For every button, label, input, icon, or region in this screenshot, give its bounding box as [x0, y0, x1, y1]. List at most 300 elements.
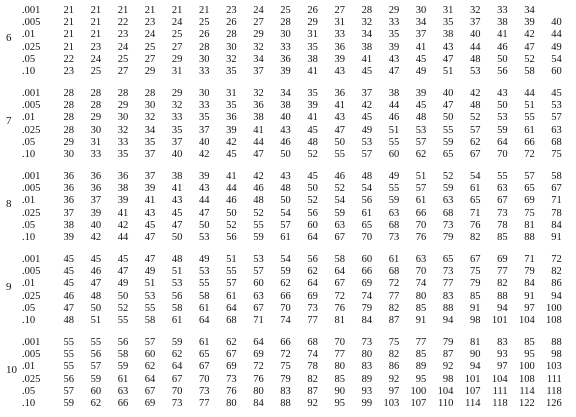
table-cell: 33: [280, 41, 291, 53]
table-cell: 90: [470, 349, 481, 361]
alpha-level: .001: [22, 88, 41, 99]
table-cell: 27: [171, 41, 183, 53]
table-cell: 66: [117, 398, 129, 409]
table-cell: 55: [253, 219, 264, 231]
table-cell: 114: [519, 385, 535, 397]
table-cell: 59: [497, 124, 508, 136]
table-cell: 47: [442, 53, 454, 65]
alpha-level: .025: [22, 207, 41, 219]
table-cell: 55: [144, 302, 156, 314]
table-cell: 72: [280, 349, 291, 361]
group-label: 10: [6, 364, 17, 376]
table-cell: 35: [144, 136, 156, 148]
table-cell: 67: [497, 195, 508, 207]
table-cell: 55: [524, 112, 535, 124]
table-cell: 68: [307, 337, 318, 348]
table-cell: 48: [171, 254, 183, 265]
table-cell: 21: [171, 5, 183, 16]
table-cell: 27: [253, 17, 264, 29]
table-cell: 66: [361, 266, 373, 278]
table-cell: 71: [524, 254, 535, 265]
table-cell: 101: [491, 315, 508, 326]
table-cell: 55: [63, 349, 74, 361]
table-cell: 94: [442, 315, 454, 326]
table-cell: 48: [470, 100, 481, 112]
table-cell: 74: [415, 278, 427, 290]
table-cell: 58: [144, 315, 156, 326]
table-cell: 32: [144, 112, 156, 124]
table-cell: 23: [117, 29, 129, 41]
table-row: [0, 149, 576, 161]
alpha-level: .10: [22, 398, 36, 409]
table-cell: 37: [171, 136, 183, 148]
table-cell: 51: [415, 171, 427, 182]
table-cell: 22: [117, 17, 129, 29]
table-cell: 25: [171, 29, 183, 41]
table-cell: 50: [90, 302, 102, 314]
table-cell: 23: [90, 41, 102, 53]
table-cell: 104: [491, 373, 508, 385]
table-cell: 28: [63, 124, 74, 136]
alpha-level: .01: [22, 29, 36, 41]
alpha-level: .01: [22, 195, 36, 207]
table-cell: 39: [117, 195, 129, 207]
table-cell: 52: [117, 302, 129, 314]
table-cell: 59: [117, 361, 129, 373]
table-cell: 54: [470, 171, 481, 182]
table-cell: 68: [442, 207, 454, 219]
table-cell: 54: [280, 254, 291, 265]
table-cell: 42: [470, 88, 481, 99]
table-cell: 55: [226, 266, 237, 278]
table-cell: 24: [117, 41, 129, 53]
table-cell: 64: [307, 278, 318, 290]
table-cell: 42: [524, 29, 535, 41]
table-cell: 82: [388, 302, 400, 314]
table-cell: 28: [280, 17, 291, 29]
table-cell: 49: [415, 66, 427, 77]
table-cell: 93: [497, 349, 508, 361]
table-cell: 50: [171, 232, 183, 243]
table-cell: 53: [361, 136, 373, 148]
table-cell: 30: [117, 112, 129, 124]
table-cell: 73: [307, 302, 318, 314]
table-cell: 55: [117, 315, 129, 326]
table-cell: 26: [199, 29, 210, 41]
table-cell: 48: [470, 53, 481, 65]
table-cell: 21: [90, 17, 102, 29]
table-cell: 36: [253, 100, 264, 112]
table-cell: 22: [63, 53, 74, 65]
table-cell: 81: [524, 219, 535, 231]
table-cell: 60: [307, 219, 318, 231]
table-cell: 100: [410, 385, 427, 397]
table-cell: 23: [63, 66, 74, 77]
table-cell: 74: [280, 315, 291, 326]
table-cell: 98: [442, 373, 454, 385]
table-cell: 91: [524, 290, 535, 302]
table-cell: 41: [117, 207, 129, 219]
table-cell: 85: [334, 373, 345, 385]
table-cell: 75: [280, 361, 291, 373]
table-row: [0, 398, 576, 410]
table-cell: 98: [551, 349, 562, 361]
table-cell: 21: [199, 5, 210, 16]
table-cell: 67: [144, 385, 156, 397]
table-cell: 34: [524, 5, 535, 16]
table-row: [0, 183, 576, 195]
table-cell: 82: [307, 373, 318, 385]
table-cell: 65: [524, 183, 535, 195]
table-cell: 68: [388, 266, 400, 278]
table-cell: 37: [90, 195, 102, 207]
table-cell: 74: [361, 290, 373, 302]
table-cell: 28: [144, 88, 156, 99]
table-cell: 58: [334, 254, 345, 265]
table-cell: 86: [388, 361, 400, 373]
table-cell: 42: [117, 219, 129, 231]
table-cell: 41: [415, 41, 427, 53]
table-cell: 75: [388, 337, 400, 348]
table-cell: 103: [546, 361, 562, 373]
table-cell: 65: [199, 349, 210, 361]
table-cell: 61: [199, 302, 210, 314]
table-group: [0, 2, 576, 85]
table-cell: 37: [361, 88, 373, 99]
table-row: [0, 374, 576, 386]
table-row: [0, 100, 576, 112]
table-cell: 38: [117, 183, 129, 195]
table-cell: 58: [117, 349, 129, 361]
table-cell: 45: [144, 219, 156, 231]
table-cell: 50: [307, 183, 318, 195]
table-cell: 48: [280, 183, 291, 195]
table-cell: 32: [253, 88, 264, 99]
table-cell: 104: [518, 315, 535, 326]
table-cell: 81: [470, 337, 481, 348]
table-cell: 61: [388, 254, 400, 265]
table-cell: 33: [199, 66, 210, 77]
table-cell: 92: [388, 373, 400, 385]
table-cell: 73: [388, 232, 400, 243]
table-cell: 53: [199, 266, 210, 278]
table-cell: 44: [117, 232, 129, 243]
table-cell: 53: [470, 66, 481, 77]
alpha-level: .005: [22, 349, 41, 361]
table-cell: 21: [144, 5, 156, 16]
table-cell: 92: [442, 361, 454, 373]
table-cell: 40: [199, 136, 210, 148]
table-cell: 63: [117, 385, 129, 397]
table-cell: 52: [470, 112, 481, 124]
table-cell: 72: [524, 149, 535, 160]
table-cell: 45: [226, 149, 237, 160]
table-cell: 76: [226, 385, 237, 397]
table-row: [0, 195, 576, 207]
table-cell: 67: [470, 149, 481, 160]
table-cell: 39: [199, 171, 210, 182]
table-cell: 45: [171, 207, 183, 219]
table-cell: 80: [226, 398, 237, 409]
alpha-level: .01: [22, 278, 36, 290]
table-cell: 41: [334, 100, 345, 112]
table-cell: 101: [464, 373, 481, 385]
table-cell: 63: [334, 219, 345, 231]
table-cell: 60: [388, 149, 400, 160]
table-cell: 77: [442, 278, 454, 290]
table-cell: 47: [90, 278, 102, 290]
alpha-level: .025: [22, 290, 41, 302]
table-cell: 29: [307, 17, 318, 29]
table-cell: 71: [551, 195, 562, 207]
table-cell: 59: [334, 207, 345, 219]
table-cell: 53: [171, 278, 183, 290]
table-cell: 61: [171, 315, 183, 326]
table-cell: 87: [307, 385, 318, 397]
table-cell: 97: [388, 385, 400, 397]
table-cell: 65: [361, 219, 373, 231]
alpha-level: .005: [22, 266, 41, 278]
table-cell: 36: [90, 171, 102, 182]
table-cell: 25: [144, 41, 156, 53]
table-cell: 84: [361, 315, 373, 326]
table-row: [0, 266, 576, 278]
table-cell: 82: [497, 278, 508, 290]
table-cell: 77: [199, 398, 210, 409]
table-cell: 69: [253, 349, 264, 361]
table-cell: 75: [524, 207, 535, 219]
table-cell: 88: [524, 232, 535, 243]
table-cell: 61: [226, 290, 237, 302]
table-cell: 58: [171, 302, 183, 314]
table-cell: 26: [307, 5, 318, 16]
table-cell: 46: [253, 183, 264, 195]
table-cell: 41: [253, 124, 264, 136]
table-cell: 88: [442, 302, 454, 314]
table-cell: 24: [171, 17, 183, 29]
table-cell: 30: [415, 5, 427, 16]
table-cell: 45: [63, 266, 74, 278]
table-cell: 51: [442, 66, 454, 77]
alpha-level: .10: [22, 66, 36, 77]
table-cell: 30: [199, 53, 210, 65]
table-cell: 31: [226, 88, 237, 99]
table-cell: 35: [442, 17, 454, 29]
table-cell: 75: [470, 266, 481, 278]
table-cell: 85: [415, 302, 427, 314]
table-cell: 44: [551, 29, 562, 41]
alpha-level: .01: [22, 112, 36, 124]
table-cell: 21: [63, 29, 74, 41]
table-cell: 23: [226, 5, 237, 16]
table-cell: 65: [442, 149, 454, 160]
table-cell: 49: [199, 254, 210, 265]
table-cell: 27: [117, 66, 129, 77]
table-cell: 29: [90, 112, 102, 124]
table-cell: 42: [253, 171, 264, 182]
table-cell: 70: [497, 149, 508, 160]
table-cell: 64: [497, 136, 508, 148]
table-cell: 28: [63, 112, 74, 124]
table-cell: 36: [334, 41, 345, 53]
table-cell: 88: [551, 337, 562, 348]
table-cell: 28: [226, 29, 237, 41]
table-cell: 33: [497, 5, 508, 16]
table-cell: 40: [551, 17, 562, 29]
table-cell: 79: [361, 302, 373, 314]
table-cell: 85: [524, 337, 535, 348]
table-cell: 118: [492, 398, 508, 409]
table-cell: 38: [307, 53, 318, 65]
table-cell: 107: [464, 385, 481, 397]
alpha-level: .001: [22, 171, 41, 182]
table-cell: 51: [144, 278, 156, 290]
table-row: [0, 278, 576, 290]
alpha-level: .05: [22, 385, 36, 397]
table-cell: 56: [117, 337, 129, 348]
table-cell: 38: [497, 17, 508, 29]
table-cell: 64: [199, 315, 210, 326]
table-row: [0, 291, 576, 303]
table-cell: 68: [551, 136, 562, 148]
table-cell: 45: [361, 66, 373, 77]
table-cell: 53: [551, 100, 562, 112]
table-row: [0, 208, 576, 220]
table-cell: 54: [551, 53, 562, 65]
table-cell: 114: [465, 398, 481, 409]
table-cell: 59: [90, 373, 102, 385]
table-cell: 31: [442, 5, 454, 16]
table-cell: 38: [253, 112, 264, 124]
table-cell: 89: [361, 373, 373, 385]
table-cell: 54: [334, 195, 345, 207]
table-cell: 51: [171, 266, 183, 278]
table-cell: 35: [226, 100, 237, 112]
table-cell: 98: [470, 315, 481, 326]
table-cell: 64: [253, 337, 264, 348]
table-cell: 95: [415, 373, 427, 385]
table-cell: 80: [415, 290, 427, 302]
table-cell: 67: [334, 232, 345, 243]
table-cell: 110: [438, 398, 454, 409]
table-cell: 62: [470, 136, 481, 148]
table-cell: 107: [410, 398, 427, 409]
table-cell: 82: [551, 266, 562, 278]
table-cell: 48: [415, 112, 427, 124]
table-cell: 67: [253, 302, 264, 314]
table-cell: 59: [171, 337, 183, 348]
table-row: [0, 361, 576, 373]
table-cell: 30: [63, 149, 74, 160]
table-cell: 31: [171, 66, 183, 77]
table-cell: 31: [307, 29, 318, 41]
table-cell: 48: [63, 315, 74, 326]
table-cell: 38: [388, 88, 400, 99]
table-cell: 100: [518, 361, 535, 373]
table-cell: 33: [199, 100, 210, 112]
table-cell: 89: [415, 361, 427, 373]
table-cell: 47: [171, 219, 183, 231]
table-cell: 126: [546, 398, 562, 409]
table-cell: 38: [63, 219, 74, 231]
table-cell: 53: [253, 254, 264, 265]
table-cell: 29: [144, 66, 156, 77]
table-cell: 94: [470, 361, 481, 373]
table-cell: 39: [388, 41, 400, 53]
alpha-level: .025: [22, 124, 41, 136]
table-cell: 52: [253, 207, 264, 219]
table-cell: 63: [442, 195, 454, 207]
table-cell: 47: [334, 124, 345, 136]
table-cell: 59: [63, 398, 74, 409]
table-cell: 35: [117, 149, 129, 160]
table-cell: 46: [90, 266, 102, 278]
alpha-level: .10: [22, 149, 36, 160]
table-cell: 59: [280, 266, 291, 278]
table-cell: 39: [524, 17, 535, 29]
table-cell: 59: [388, 195, 400, 207]
table-cell: 24: [253, 5, 264, 16]
table-group: [0, 334, 576, 417]
table-cell: 69: [524, 195, 535, 207]
table-cell: 39: [415, 88, 427, 99]
table-cell: 40: [442, 88, 454, 99]
table-cell: 63: [253, 290, 264, 302]
table-cell: 24: [90, 53, 102, 65]
table-cell: 25: [280, 5, 291, 16]
table-cell: 99: [361, 398, 373, 409]
table-cell: 55: [442, 124, 454, 136]
table-cell: 69: [361, 278, 373, 290]
table-cell: 60: [90, 385, 102, 397]
table-cell: 44: [524, 88, 535, 99]
alpha-level: .10: [22, 232, 36, 243]
table-cell: 39: [280, 66, 291, 77]
table-cell: 45: [90, 254, 102, 265]
table-cell: 37: [253, 66, 264, 77]
table-cell: 49: [361, 124, 373, 136]
table-cell: 72: [334, 290, 345, 302]
table-cell: 41: [144, 195, 156, 207]
table-cell: 52: [524, 53, 535, 65]
table-cell: 64: [334, 266, 345, 278]
table-cell: 48: [307, 136, 318, 148]
table-cell: 55: [388, 183, 400, 195]
table-cell: 77: [497, 266, 508, 278]
table-cell: 29: [171, 53, 183, 65]
table-cell: 67: [551, 183, 562, 195]
table-row: [0, 5, 576, 17]
table-cell: 77: [307, 315, 318, 326]
table-cell: 63: [551, 124, 562, 136]
table-cell: 41: [226, 171, 237, 182]
table-cell: 73: [442, 266, 454, 278]
table-cell: 35: [388, 29, 400, 41]
table-cell: 70: [361, 232, 373, 243]
table-cell: 60: [253, 278, 264, 290]
table-cell: 91: [551, 232, 562, 243]
table-cell: 85: [497, 232, 508, 243]
table-cell: 29: [171, 88, 183, 99]
table-cell: 29: [253, 29, 264, 41]
table-cell: 24: [144, 29, 156, 41]
table-cell: 28: [63, 100, 74, 112]
table-cell: 67: [199, 361, 210, 373]
table-cell: 42: [226, 136, 237, 148]
table-cell: 51: [524, 100, 535, 112]
table-cell: 46: [497, 41, 508, 53]
table-cell: 57: [280, 219, 291, 231]
